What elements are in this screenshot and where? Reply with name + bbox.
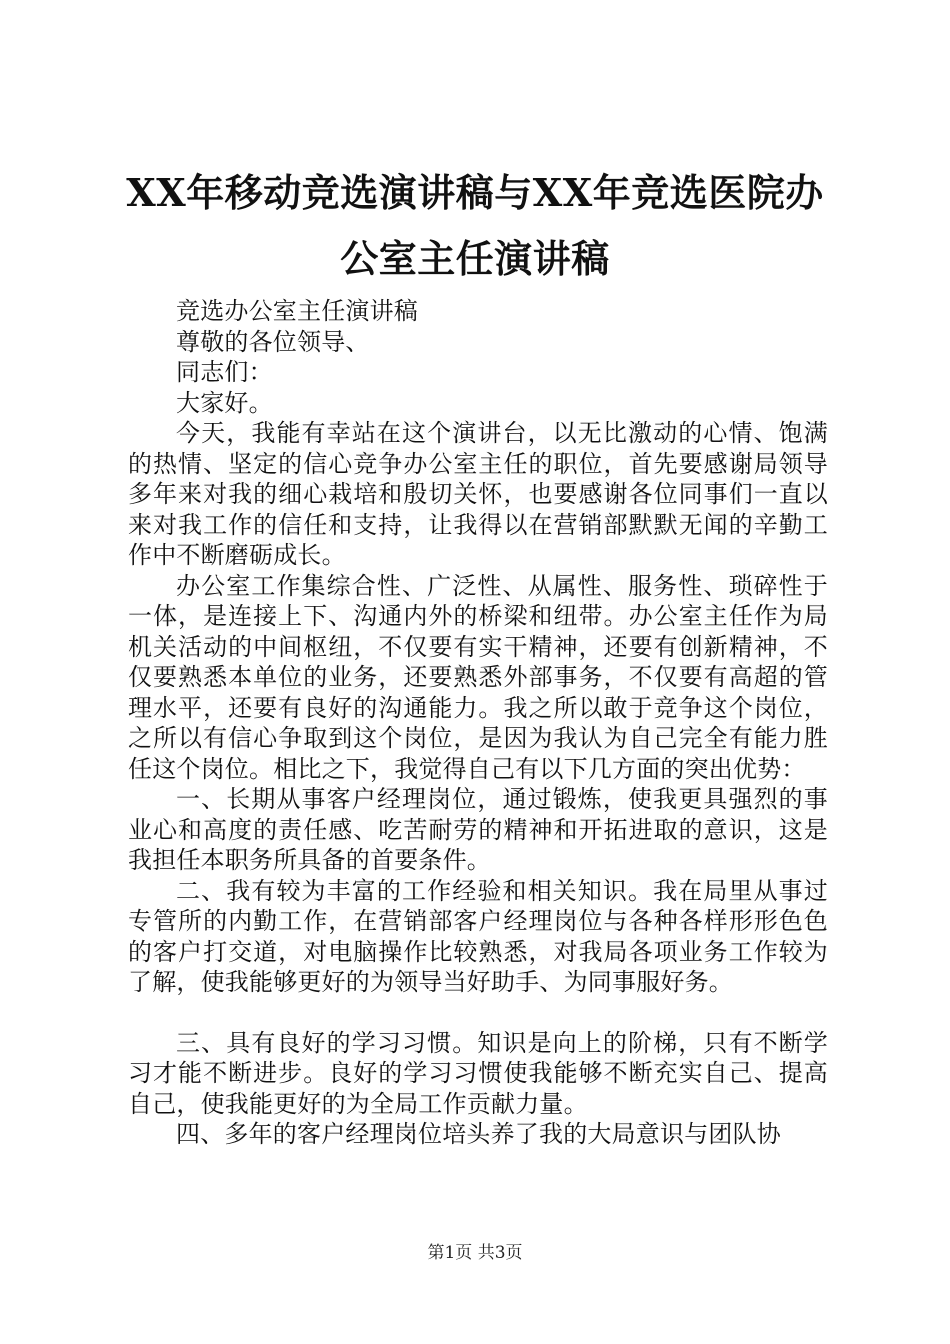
- paragraph-point-4: 四、多年的客户经理岗位培头养了我的大局意识与团队协: [176, 1120, 781, 1148]
- paragraph-salutation-1: 尊敬的各位领导、: [176, 327, 370, 356]
- paragraph-salutation-2: 同志们：: [176, 358, 273, 386]
- page-footer: 第1页 共3页: [427, 1243, 523, 1263]
- paragraph-greeting: 大家好。: [176, 388, 273, 417]
- paragraph-office-work: 办公室工作集综合性、广泛性、从属性、服务性、琐碎性于一体，是连接上下、沟通内外的桥梁和纽带。办公室主任作为局机关活动的中间枢纽，不仅要有实干精神，还要有创新精神，不仅要熟悉本单位的业务，还要熟悉外部事务，不仅要有高超的管理水平，还要有良好的沟通能力。我之所以敢于竞争这个岗位，之所以有信心争取到这个岗位，是因为我认为自己完全有能力胜任这个岗位。相比之下，我觉得自己有以下几方面的突出优势：: [128, 571, 828, 783]
- document-body: [128, 296, 828, 1150]
- paragraph-heading: 竞选办公室主任演讲稿: [176, 297, 418, 325]
- paragraph-intro: 今天，我能有幸站在这个演讲台，以无比激动的心情、饱满的热情、坚定的信心竞争办公室主任的职位，首先要感谢局领导多年来对我的细心栽培和殷切关怀，也要感谢各位同事们一直以来对我工作的信任和支持，让我得以在营销部默默无闻的辛勤工作中不断磨砺成长。: [128, 419, 828, 569]
- paragraph-point-1: 一、长期从事客户经理岗位，通过锻炼，使我更具强烈的事业心和高度的责任感、吃苦耐劳的精神和开拓进取的意识，这是我担任本职务所具备的首要条件。: [128, 785, 828, 874]
- paragraph-point-3: 三、具有良好的学习习惯。知识是向上的阶梯，只有不断学习才能不断进步。良好的学习习惯使我能够不断充实自己、提高自己，使我能更好的为全局工作贡献力量。: [128, 1028, 828, 1118]
- document-title: XX年移动竞选演讲稿与XX年竞选医院办公室主任演讲稿: [126, 170, 824, 281]
- paragraph-point-2: 二、我有较为丰富的工作经验和相关知识。我在局里从事过专管所的内勤工作，在营销部客户经理岗位与各种各样形形色色的客户打交道，对电脑操作比较熟悉，对我局各项业务工作较为了解，使我能够更好的为领导当好助手、为同事服好务。: [128, 876, 828, 996]
